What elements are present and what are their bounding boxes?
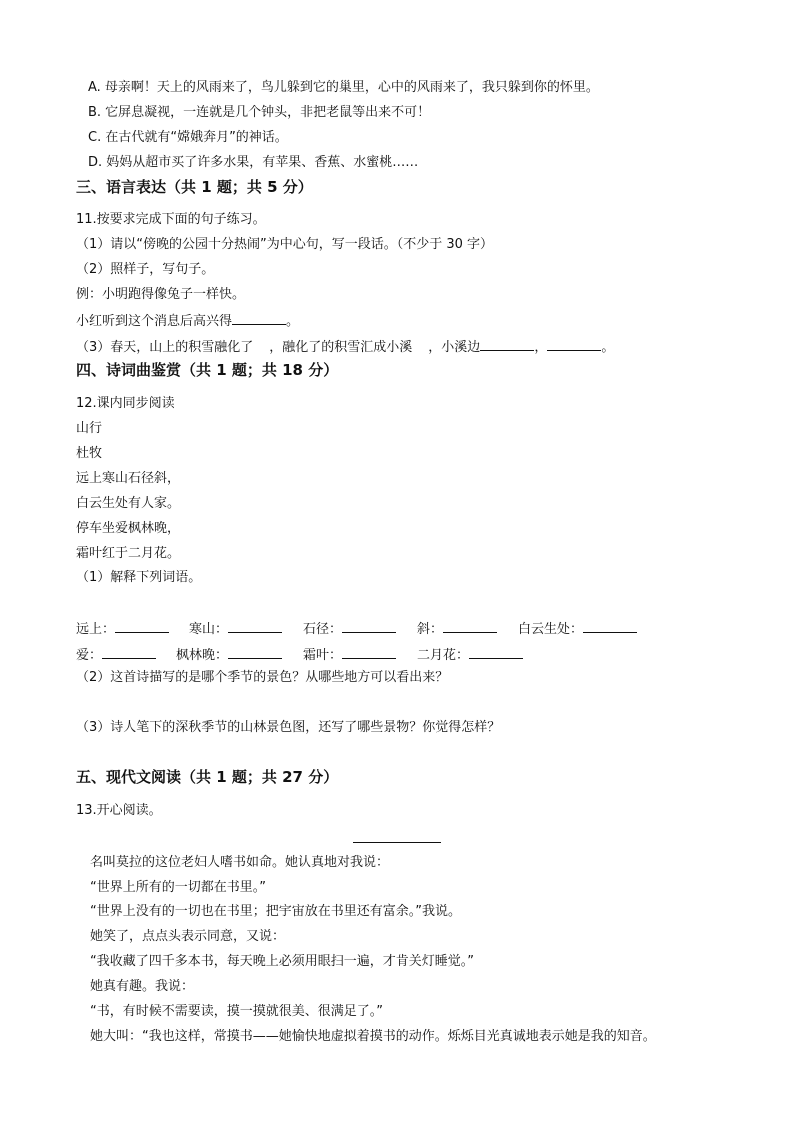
vocab-term: 爱： xyxy=(76,648,103,663)
q12-part-1: （1）解释下列词语。 xyxy=(76,570,202,585)
vocab-term: 白云生处： xyxy=(518,622,584,637)
option-b: B. 它屏息凝视，一连就是几个钟头，非把老鼠等出来不可！ xyxy=(88,105,431,120)
passage-line: 名叫莫拉的这位老妇人嗜书如命。她认真地对我说： xyxy=(90,855,390,870)
question-13: 13.开心阅读。 xyxy=(76,803,162,818)
poem-author: 杜牧 xyxy=(76,446,103,461)
passage-line: “书，有时候不需要读，摸一摸就很美、很满足了。” xyxy=(90,1004,383,1019)
passage-line: “世界上没有的一切也在书里；把宇宙放在书里还有富余。”我说。 xyxy=(90,904,461,919)
vocab-term: 枫林晚： xyxy=(176,648,229,663)
section-5-heading: 五、现代文阅读（共 1 题；共 27 分） xyxy=(76,768,339,786)
passage-line: “世界上所有的一切都在书里。” xyxy=(90,880,266,895)
answer-blank[interactable] xyxy=(469,646,523,659)
fill-prefix: 小红听到这个消息后高兴得 xyxy=(76,314,233,329)
p3-text-a: （3）春天，山上的积雪融化了 xyxy=(76,340,254,355)
vocab-term: 霜叶： xyxy=(303,648,343,663)
p3-text-e: 。 xyxy=(601,340,615,355)
answer-blank[interactable] xyxy=(547,338,601,351)
poem-line: 停车坐爱枫林晚， xyxy=(76,521,181,536)
vocab-term: 石径： xyxy=(303,622,343,637)
answer-blank[interactable] xyxy=(115,620,169,633)
p3-text-d: ， xyxy=(534,340,548,355)
answer-blank[interactable] xyxy=(232,312,286,325)
p3-text-b: ，融化了的积雪汇成小溪 xyxy=(269,340,413,355)
answer-blank[interactable] xyxy=(583,620,637,633)
answer-blank[interactable] xyxy=(102,646,156,659)
answer-blank[interactable] xyxy=(443,620,497,633)
vocab-term: 斜： xyxy=(417,622,444,637)
answer-blank[interactable] xyxy=(480,338,534,351)
option-a: A. 母亲啊！天上的风雨来了，鸟儿躲到它的巢里，心中的风雨来了，我只躲到你的怀里。 xyxy=(88,80,599,95)
q11-part-3 xyxy=(76,338,614,356)
vocab-term: 寒山： xyxy=(189,622,229,637)
q11-example: 例：小明跑得像兔子一样快。 xyxy=(76,287,246,302)
answer-blank[interactable] xyxy=(342,620,396,633)
q11-fill-line xyxy=(76,312,299,330)
section-3-heading: 三、语言表达（共 1 题；共 5 分） xyxy=(76,178,313,196)
vocab-term: 远上： xyxy=(76,622,116,637)
poem-title: 山行 xyxy=(76,421,103,436)
option-c: C. 在古代就有“嫦娥奔月”的神话。 xyxy=(88,130,288,145)
answer-blank[interactable] xyxy=(228,646,282,659)
q12-part-2: （2）这首诗描写的是哪个季节的景色？从哪些地方可以看出来？ xyxy=(76,670,449,685)
poem-line: 白云生处有人家。 xyxy=(76,496,181,511)
section-4-heading: 四、诗词曲鉴赏（共 1 题；共 18 分） xyxy=(76,361,339,379)
poem-line: 霜叶红于二月花。 xyxy=(76,546,181,561)
q11-part-2: （2）照样子，写句子。 xyxy=(76,262,215,277)
fill-suffix: 。 xyxy=(286,314,300,329)
passage-line: 她大叫：“我也这样，常摸书——她愉快地虚拟着摸书的动作。烁烁目光真诚地表示她是我的知音。 xyxy=(90,1029,656,1044)
answer-blank[interactable] xyxy=(228,620,282,633)
passage-title-blank[interactable] xyxy=(353,842,441,843)
question-12: 12.课内同步阅读 xyxy=(76,396,175,411)
passage-line: 她真有趣。我说： xyxy=(90,979,195,994)
option-d: D. 妈妈从超市买了许多水果，有苹果、香蕉、水蜜桃…… xyxy=(88,155,419,170)
vocab-term: 二月花： xyxy=(417,648,470,663)
answer-blank[interactable] xyxy=(342,646,396,659)
poem-line: 远上寒山石径斜， xyxy=(76,471,181,486)
q11-part-1: （1）请以“傍晚的公园十分热闹”为中心句，写一段话。（不少于 30 字） xyxy=(76,237,494,252)
passage-line: 她笑了，点点头表示同意，又说： xyxy=(90,929,286,944)
p3-text-c: ，小溪边 xyxy=(428,340,481,355)
q12-part-3: （3）诗人笔下的深秋季节的山林景色图，还写了哪些景物？你觉得怎样？ xyxy=(76,720,501,735)
passage-line: “我收藏了四千多本书，每天晚上必须用眼扫一遍，才肯关灯睡觉。” xyxy=(90,954,474,969)
question-11: 11.按要求完成下面的句子练习。 xyxy=(76,212,266,227)
